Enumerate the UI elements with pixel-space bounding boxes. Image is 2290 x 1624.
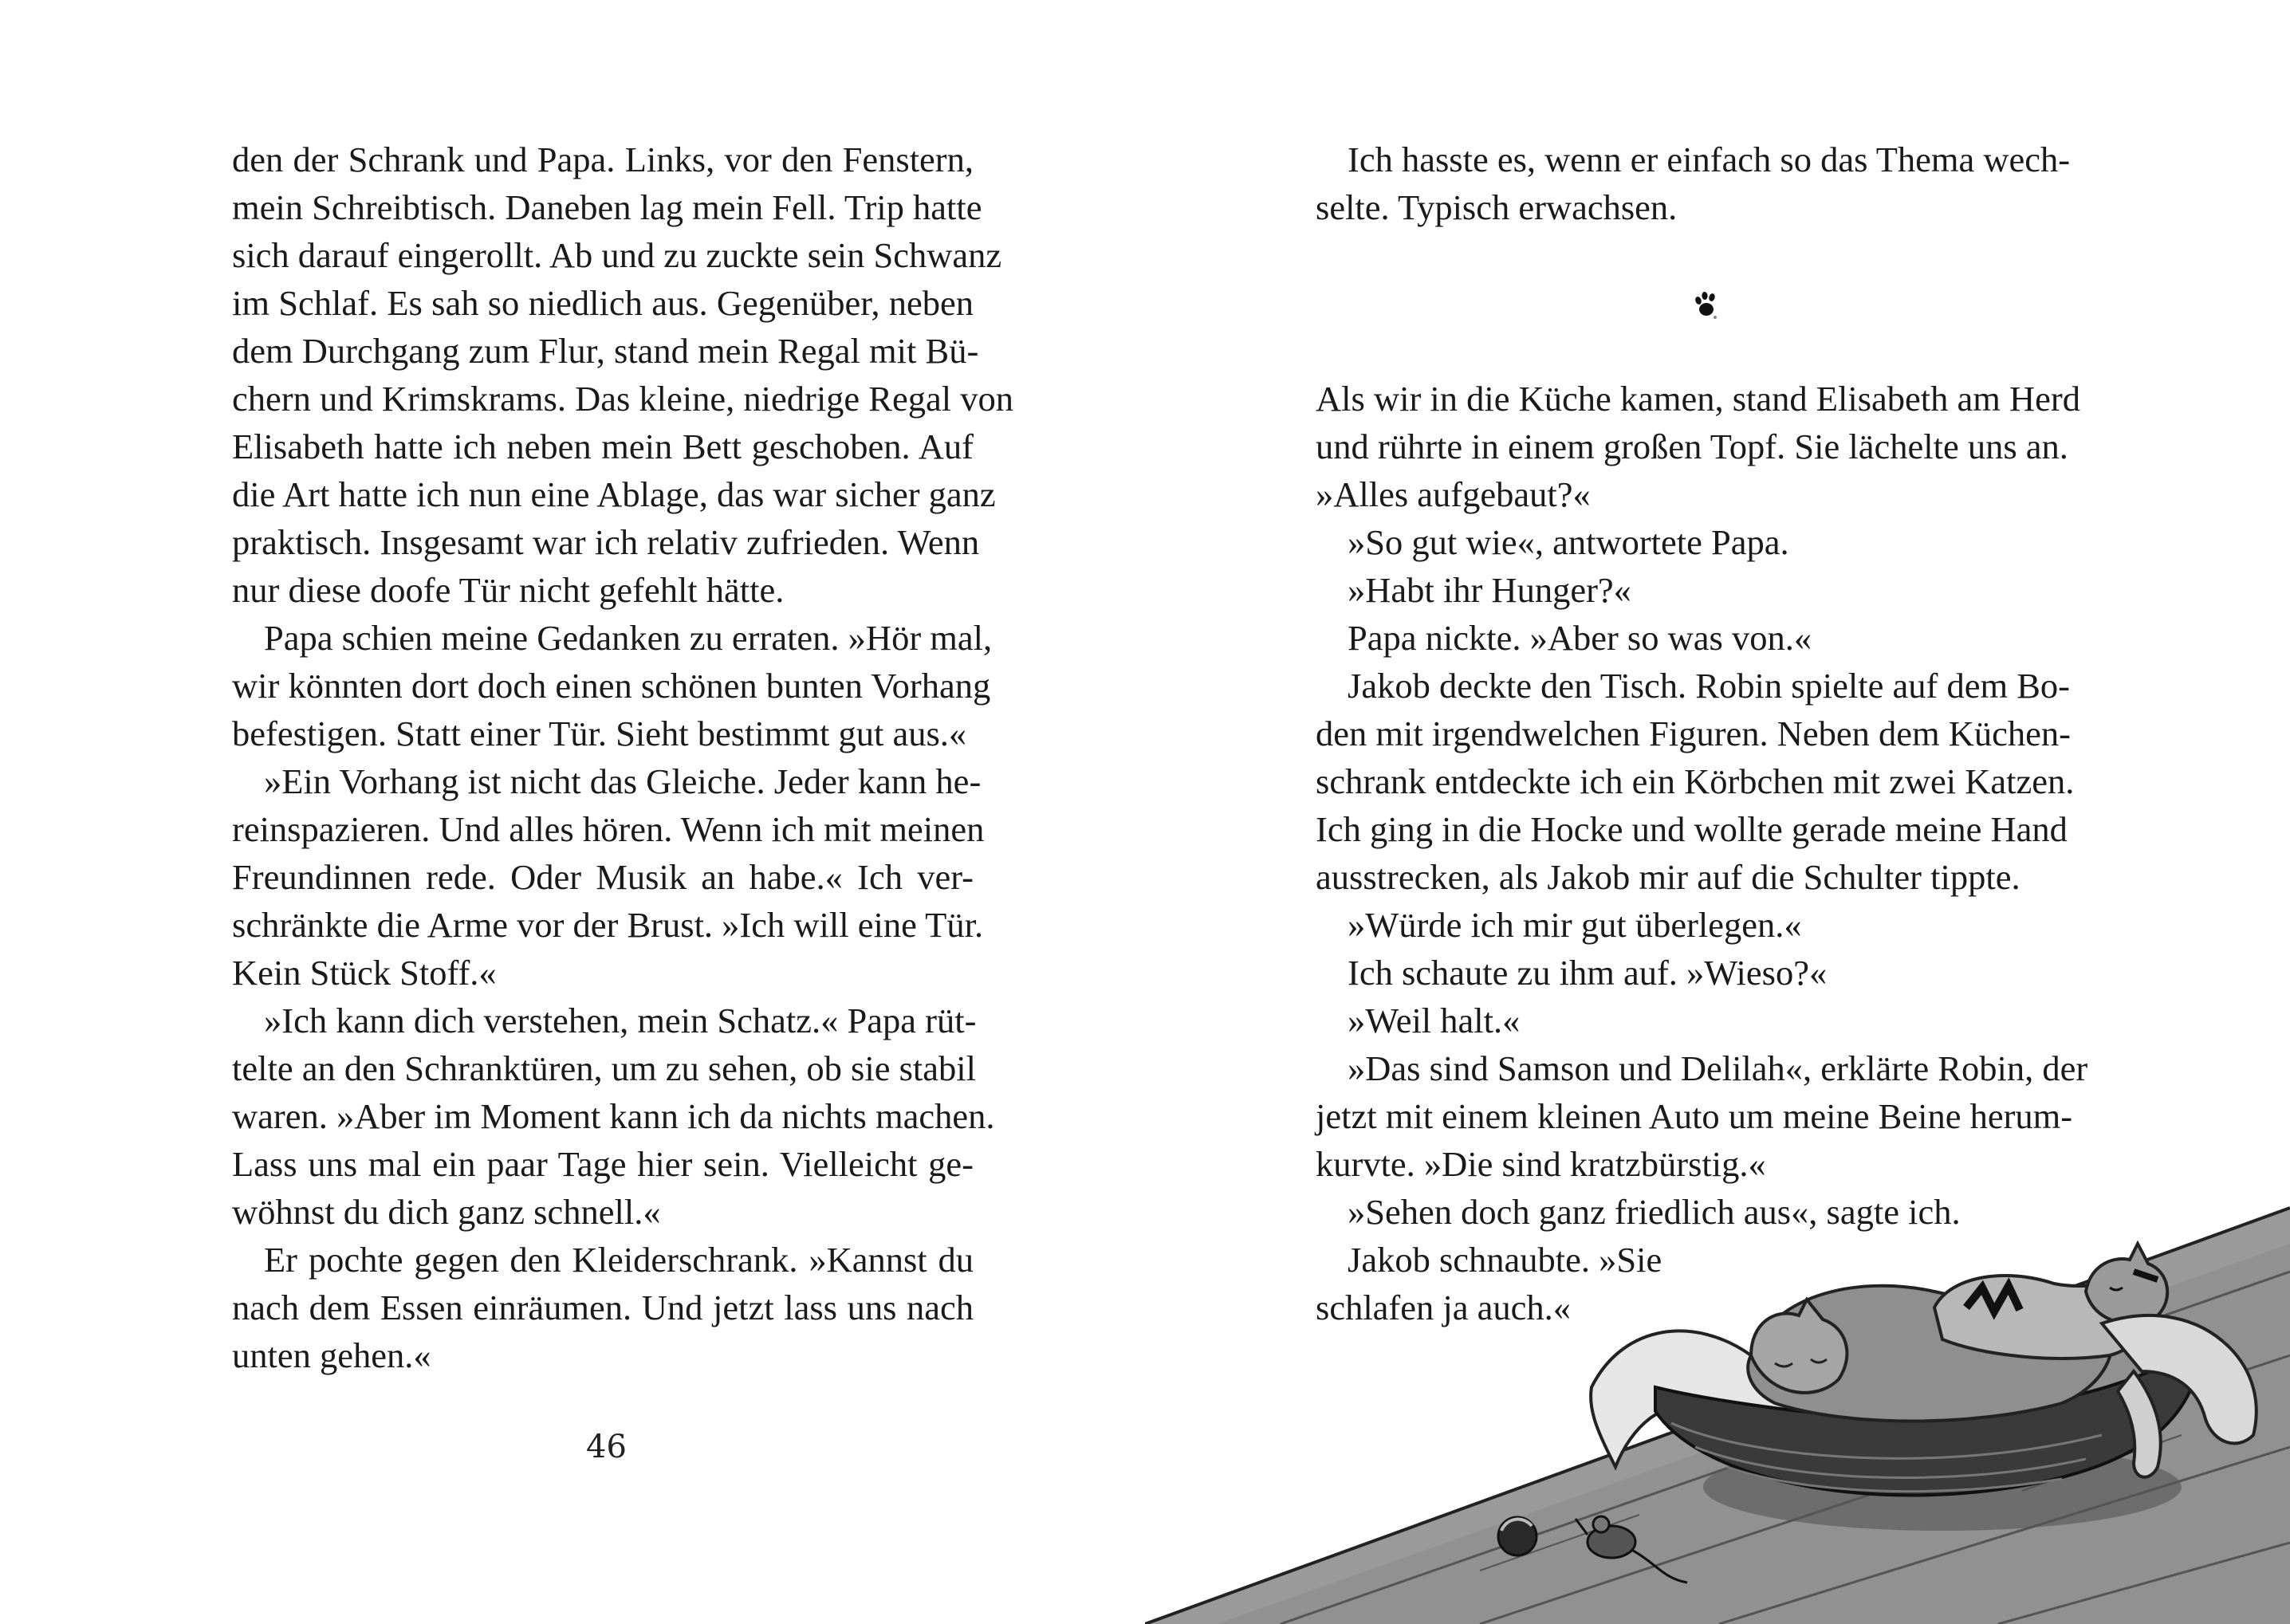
text-line: Ich hasste es, wenn er einfach so das Thema wech- [1348, 140, 2071, 179]
text-line: unten gehen.« [232, 1335, 431, 1375]
text-line: Als wir in die Küche kamen, stand Elisabeth am Herd [1316, 379, 2080, 419]
text-line: waren. »Aber im Moment kann ich da nichts machen. [232, 1096, 995, 1136]
text-line: nur diese doofe Tür nicht gefehlt hätte. [232, 570, 785, 610]
text-line: »Ein Vorhang ist nicht das Gleiche. Jeder kann he- [264, 761, 982, 801]
text-line: Lass uns mal ein paar Tage hier sein. Vielleicht ge- [232, 1144, 974, 1184]
text-line: »So gut wie«, antwortete Papa. [1348, 522, 1789, 562]
text-line: nach dem Essen einräumen. Und jetzt lass uns nach [232, 1288, 974, 1327]
text-line: »Sehen doch ganz friedlich aus«, sagte ich. [1348, 1192, 1961, 1232]
text-line: »Alles aufgebaut?« [1316, 474, 1591, 514]
text-line: Ich schaute zu ihm auf. »Wieso?« [1348, 953, 1828, 993]
sleeping-cats-basket-illustration [1145, 0, 2290, 1624]
text-line: chern und Krimskrams. Das kleine, niedrige Regal von [232, 379, 1013, 419]
left-page-text [232, 136, 1013, 1379]
text-line: Kein Stück Stoff.« [232, 953, 497, 993]
text-line: »Weil halt.« [1348, 1001, 1521, 1040]
text-line: die Art hatte ich nun eine Ablage, das war sicher ganz [232, 474, 996, 514]
text-line: Freundinnen rede. Oder Musik an habe.« Ich ver- [232, 857, 974, 897]
text-line: wir könnten dort doch einen schönen bunten Vorhang [232, 666, 991, 706]
text-line: und rührte in einem großen Topf. Sie lächelte uns an. [1316, 427, 2068, 466]
text-line: »Das sind Samson und Delilah«, erklärte Robin, der [1348, 1048, 2088, 1088]
page-number: 46 [586, 1429, 627, 1465]
text-line: den der Schrank und Papa. Links, vor den Fenstern, [232, 140, 974, 179]
text-line: reinspazieren. Und alles hören. Wenn ich mit meinen [232, 809, 985, 849]
text-line: Papa nickte. »Aber so was von.« [1348, 618, 1812, 658]
text-line: Er pochte gegen den Kleiderschrank. »Kannst du [264, 1240, 974, 1280]
text-line: Jakob schnaubte. »Sie [1348, 1240, 1662, 1280]
text-line: telte an den Schranktüren, um zu sehen, ob sie stabil [232, 1048, 977, 1088]
text-line: »Habt ihr Hunger?« [1348, 570, 1631, 610]
text-line: Jakob deckte den Tisch. Robin spielte auf dem Bo- [1348, 666, 2070, 706]
text-line: dem Durchgang zum Flur, stand mein Regal mit Bü- [232, 331, 979, 371]
text-line: sich darauf eingerollt. Ab und zu zuckte sein Schwanz [232, 235, 1002, 275]
text-line: schlafen ja auch.« [1316, 1288, 1571, 1327]
text-line: »Ich kann dich verstehen, mein Schatz.« Papa rüt- [264, 1001, 977, 1040]
text-line: selte. Typisch erwachsen. [1316, 187, 1678, 227]
text-line: praktisch. Insgesamt war ich relativ zufrieden. Wenn [232, 522, 980, 562]
text-line: kurvte. »Die sind kratzbürstig.« [1316, 1144, 1766, 1184]
text-line: jetzt mit einem kleinen Auto um meine Beine herum- [1316, 1096, 2073, 1136]
text-line: »Würde ich mir gut überlegen.« [1348, 905, 1802, 945]
text-line: mein Schreibtisch. Daneben lag mein Fell. Trip hatte [232, 187, 982, 227]
text-line: Elisabeth hatte ich neben mein Bett geschoben. Auf [232, 427, 974, 466]
text-line: im Schlaf. Es sah so niedlich aus. Gegenüber, neben [232, 283, 974, 323]
text-line: schrank entdeckte ich ein Körbchen mit zwei Katzen. [1316, 761, 2075, 801]
text-line: schränkte die Arme vor der Brust. »Ich will eine Tür. [232, 905, 984, 945]
text-line: befestigen. Statt einer Tür. Sieht bestimmt gut aus.« [232, 714, 967, 753]
text-line: Ich ging in die Hocke und wollte gerade meine Hand [1316, 809, 2068, 849]
text-line: Papa schien meine Gedanken zu erraten. »Hör mal, [264, 618, 993, 658]
text-line: den mit irgendwelchen Figuren. Neben dem Küchen- [1316, 714, 2071, 753]
text-line: wöhnst du dich ganz schnell.« [232, 1192, 661, 1232]
right-page [1145, 0, 2290, 1624]
text-line: ausstrecken, als Jakob mir auf die Schulter tippte. [1316, 857, 2020, 897]
